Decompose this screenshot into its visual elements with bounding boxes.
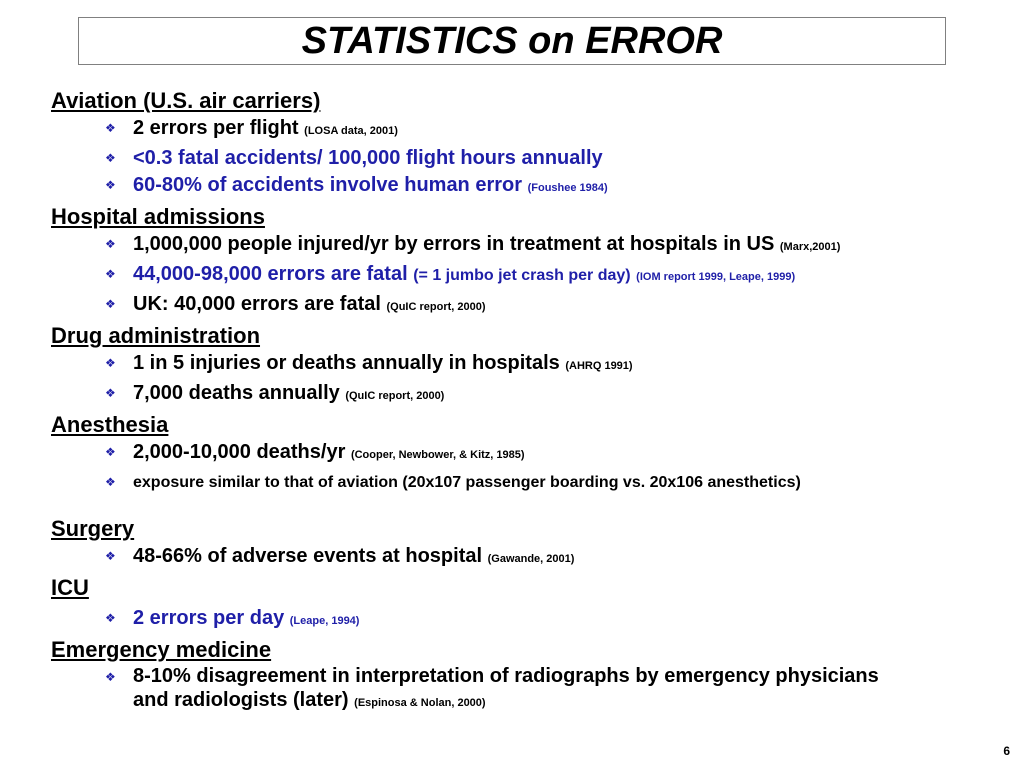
section-heading: Drug administration xyxy=(51,323,261,348)
item-text: <0.3 fatal accidents/ 100,000 flight hours annually xyxy=(133,147,603,169)
section-hospital-admissions xyxy=(51,202,1011,321)
item-citation: (Marx,2001) xyxy=(779,241,841,253)
slide-content xyxy=(51,86,1011,715)
section-heading: Aviation (U.S. air carriers) xyxy=(51,88,321,113)
list-item xyxy=(51,172,1011,202)
item-comparison: (= 1 jumbo jet crash per day) xyxy=(413,267,631,284)
diamond-bullet-icon: ❖ xyxy=(105,297,116,311)
section-heading: Anesthesia xyxy=(51,412,169,437)
item-text: 8-10% disagreement in interpretation of radiographs by emergency physicians xyxy=(133,665,879,687)
item-text: 2 errors per flight xyxy=(133,117,299,139)
diamond-bullet-icon: ❖ xyxy=(105,386,116,400)
list-item xyxy=(51,469,1011,496)
slide-title: STATISTICS on ERROR xyxy=(301,19,723,62)
diamond-bullet-icon: ❖ xyxy=(105,237,116,251)
item-text: 1,000,000 people injured/yr by errors in treatment at hospitals in US xyxy=(133,233,775,255)
diamond-bullet-icon: ❖ xyxy=(105,151,116,165)
section-icu xyxy=(51,573,1011,635)
item-text: 2 errors per day xyxy=(133,607,285,629)
item-citation: (AHRQ 1991) xyxy=(565,360,633,372)
item-citation: (QuIC report, 2000) xyxy=(386,301,486,313)
section-heading: ICU xyxy=(51,575,89,600)
item-text: 44,000-98,000 errors are fatal xyxy=(133,263,408,285)
item-text: 48-66% of adverse events at hospital xyxy=(133,545,483,567)
diamond-bullet-icon: ❖ xyxy=(105,178,116,192)
item-text-continued: and radiologists (later) xyxy=(133,689,349,711)
section-surgery xyxy=(51,514,1011,573)
item-citation: (Foushee 1984) xyxy=(527,182,608,194)
item-citation: (IOM report 1999, Leape, 1999) xyxy=(636,271,796,283)
list-item xyxy=(51,543,1011,573)
list-item xyxy=(51,231,1011,261)
list-item xyxy=(51,261,1011,291)
item-text: 7,000 deaths annually xyxy=(133,382,340,404)
list-item xyxy=(51,664,1011,715)
diamond-bullet-icon: ❖ xyxy=(105,445,116,459)
list-item xyxy=(51,145,1011,172)
item-text: 1 in 5 injuries or deaths annually in hospitals xyxy=(133,352,560,374)
item-citation: (QuIC report, 2000) xyxy=(345,390,445,402)
title-box xyxy=(78,17,946,65)
item-text: exposure similar to that of aviation (20x107 passenger boarding vs. 20x106 anesthetics) xyxy=(133,474,801,491)
list-item xyxy=(51,439,1011,469)
item-citation: (Leape, 1994) xyxy=(289,615,360,627)
section-heading: Surgery xyxy=(51,516,135,541)
list-item xyxy=(51,605,1011,635)
list-item xyxy=(51,291,1011,321)
page-number: 6 xyxy=(1003,744,1010,758)
diamond-bullet-icon: ❖ xyxy=(105,356,116,370)
section-heading: Emergency medicine xyxy=(51,637,272,662)
diamond-bullet-icon: ❖ xyxy=(105,267,116,281)
list-item xyxy=(51,115,1011,145)
diamond-bullet-icon: ❖ xyxy=(105,475,116,489)
item-text: 60-80% of accidents involve human error xyxy=(133,174,523,196)
section-aviation xyxy=(51,86,1011,202)
section-heading: Hospital admissions xyxy=(51,204,265,229)
section-emergency-medicine xyxy=(51,635,1011,715)
item-citation: (Gawande, 2001) xyxy=(487,553,575,565)
diamond-bullet-icon: ❖ xyxy=(105,549,116,563)
item-text: 2,000-10,000 deaths/yr xyxy=(133,441,346,463)
list-item xyxy=(51,350,1011,380)
diamond-bullet-icon: ❖ xyxy=(105,121,116,135)
item-text: UK: 40,000 errors are fatal xyxy=(133,293,381,315)
section-anesthesia xyxy=(51,410,1011,496)
diamond-bullet-icon: ❖ xyxy=(105,670,116,684)
item-citation: (LOSA data, 2001) xyxy=(304,125,398,137)
diamond-bullet-icon: ❖ xyxy=(105,611,116,625)
section-drug-administration xyxy=(51,321,1011,410)
item-citation: (Cooper, Newbower, & Kitz, 1985) xyxy=(350,449,525,461)
list-item xyxy=(51,380,1011,410)
item-citation: (Espinosa & Nolan, 2000) xyxy=(354,697,486,709)
